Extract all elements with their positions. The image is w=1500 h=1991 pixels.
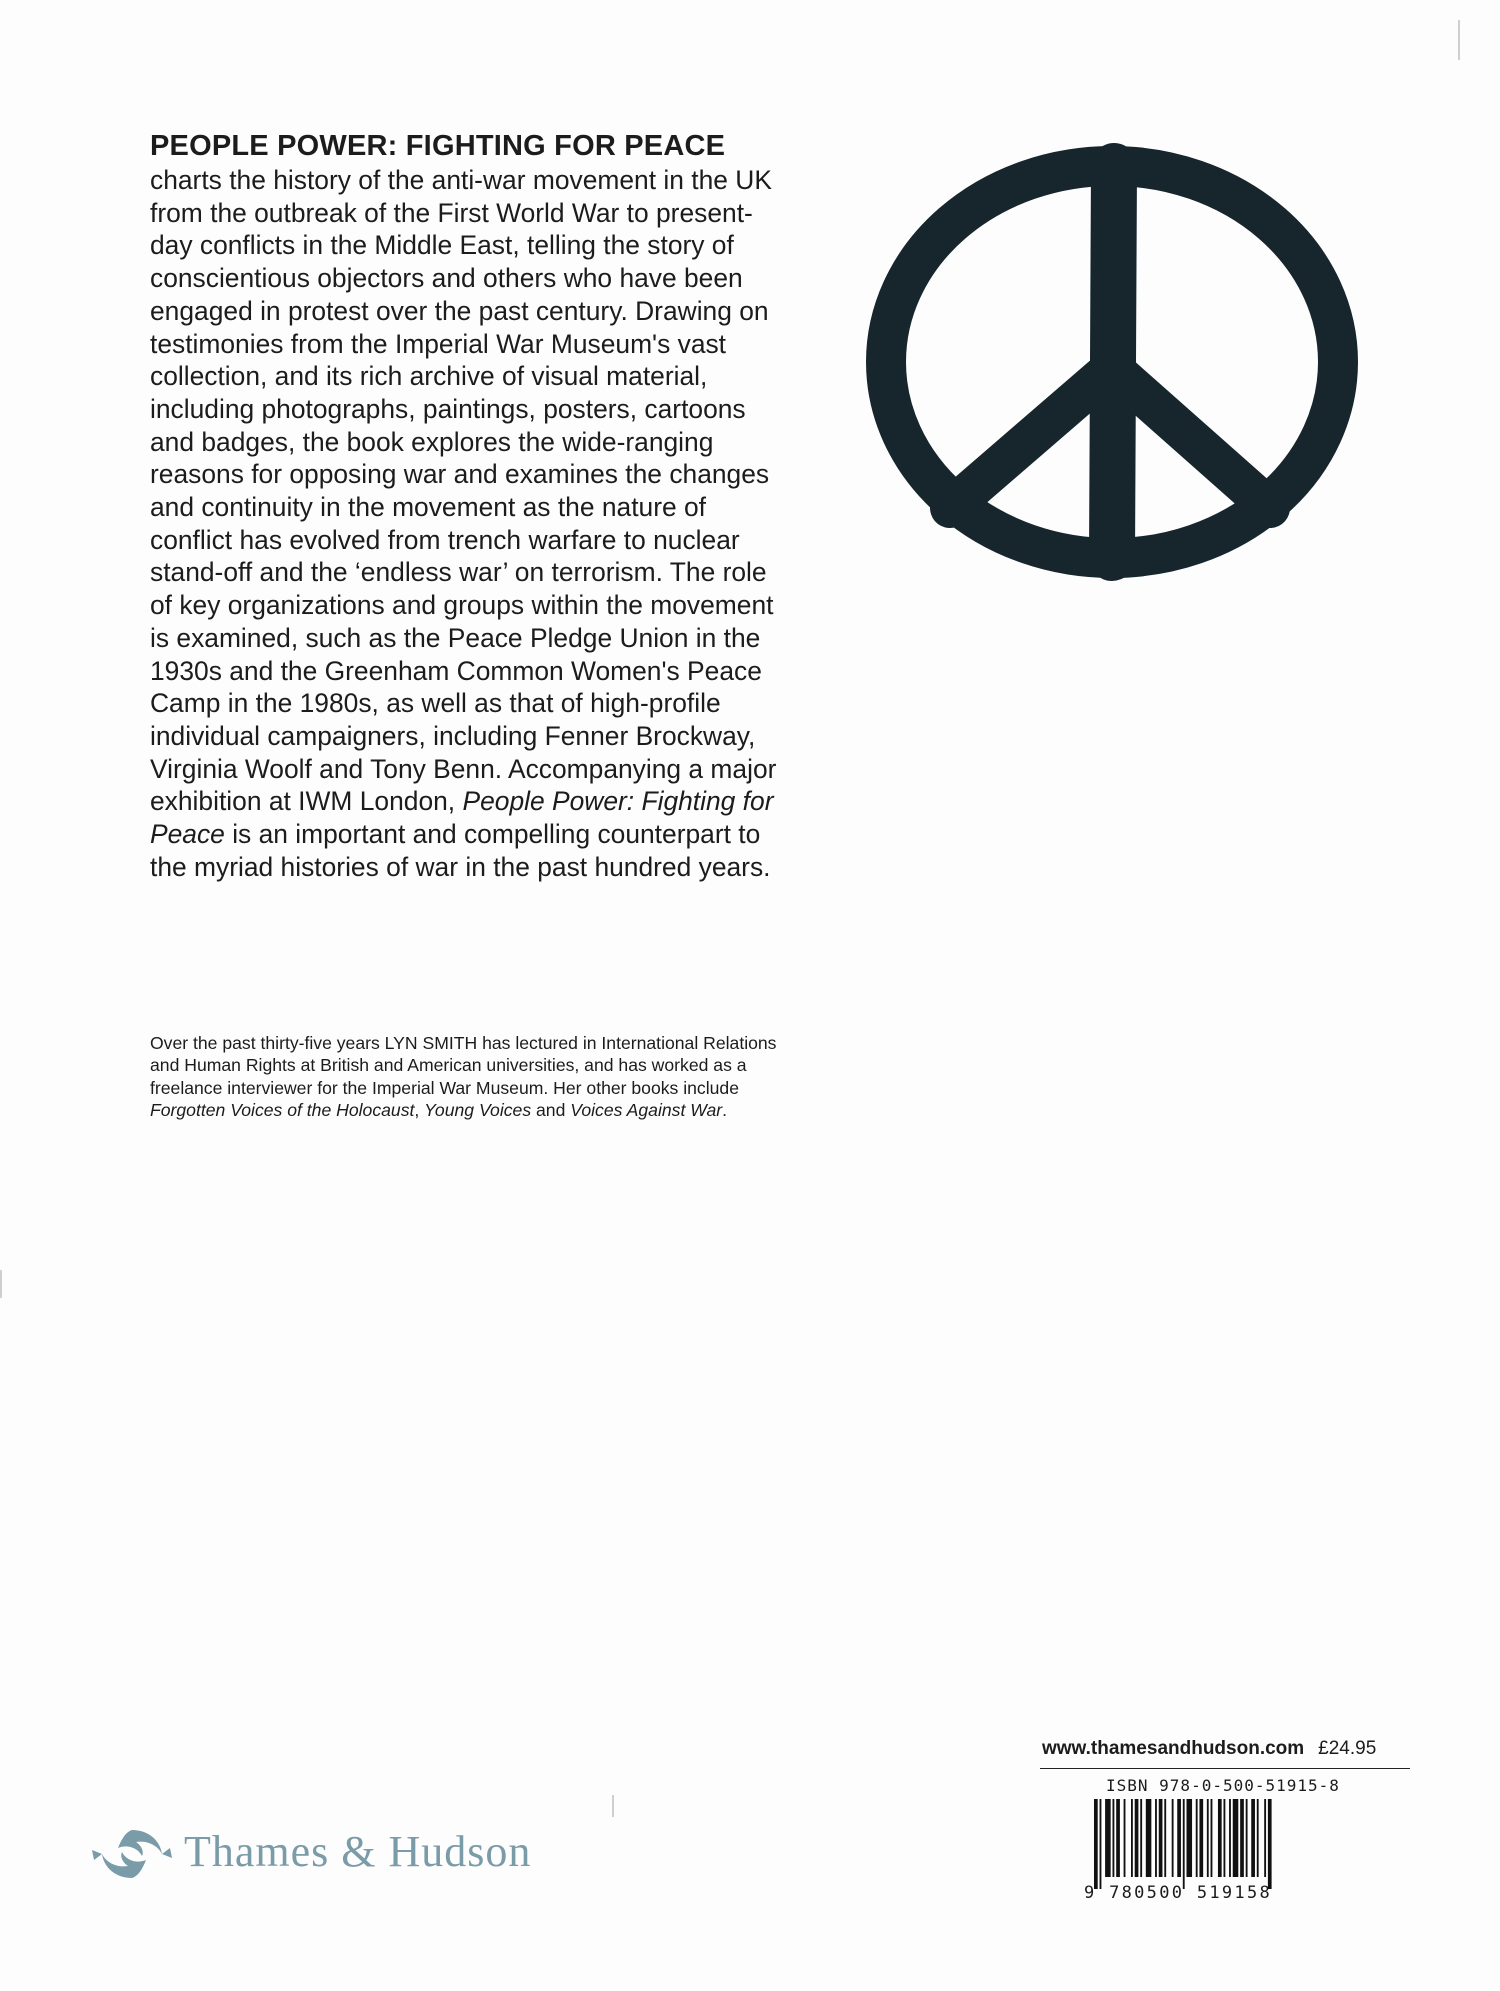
sentence-end: . (722, 1099, 728, 1120)
isbn: ISBN 978-0-500-51915-8 (1106, 1776, 1340, 1795)
publisher-logo (88, 1820, 608, 1890)
price: £24.95 (1318, 1738, 1377, 1759)
blurb-italic-title: People Power: Fighting for Peace (150, 786, 774, 850)
author-biography (150, 1032, 800, 1121)
peace-symbol-icon (850, 130, 1370, 590)
book-title: PEOPLE POWER: FIGHTING FOR PEACE (150, 130, 726, 162)
author-bio-text: Over the past thirty-five years LYN SMITH has lectured in International Relations and Human Rights at British and American universities, and has worked as a freelance interviewer for the Imperial War Museum. Her other books include (150, 1033, 777, 1098)
publisher-name: Thames & Hudson (184, 1827, 532, 1876)
publisher-website: www.thamesandhudson.com (1042, 1738, 1305, 1759)
barcode-digits: 9 780500 519158 (1084, 1883, 1273, 1903)
price-and-barcode (1040, 1738, 1410, 1903)
blurb-text (150, 164, 790, 883)
price-line (1040, 1738, 1410, 1769)
barcode (1094, 1799, 1326, 1889)
blurb-text-part-2: is an important and compelling counterpart to the myriad histories of war in the past hundred years. (150, 819, 771, 882)
book-title-forgotten-voices: Forgotten Voices of the Holocaust (150, 1099, 415, 1120)
book-separator: , (414, 1099, 420, 1120)
back-cover-blurb (150, 128, 790, 883)
book-title-young-voices: Young Voices (424, 1099, 532, 1120)
book-separator-and: and (536, 1099, 566, 1120)
book-title-voices-against-war: Voices Against War (570, 1099, 723, 1120)
blurb-text-part-1: charts the history of the anti-war movement in the UK from the outbreak of the First World War to present-day conflicts in the Middle East, telling the story of conscientious objectors and others who have been engaged in protest over the past century. Drawing on testimonies from the Imperial War Museum's vast collection, and its rich archive of visual material, including photographs, paintings, posters, cartoons and badges, the book explores the wide-ranging reasons for opposing war and examines the changes and continuity in the movement as the nature of conflict has evolved from trench warfare to nuclear stand-off and the ‘endless war’ on terrorism. The role of key organizations and groups within the movement is examined, such as the Peace Pledge Union in the 1930s and the Greenham Common Women's Peace Camp in the 1980s, as well as that of high-profile individual campaigners, including Fenner Brockway, Virginia Woolf and Tony Benn. Accompanying a major exhibition at IWM London, (150, 165, 777, 817)
dolphins-icon (88, 1824, 176, 1884)
